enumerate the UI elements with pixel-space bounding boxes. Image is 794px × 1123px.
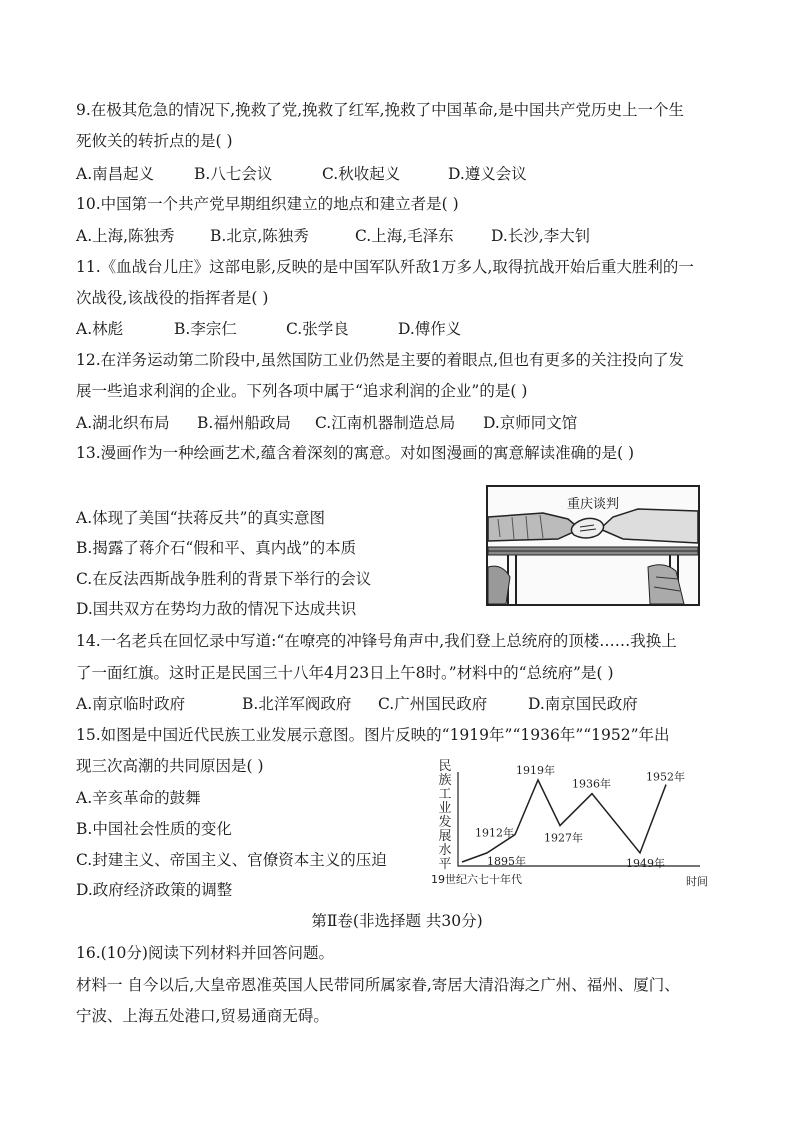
q16-stem: 16.(10分)阅读下列材料并回答问题。 <box>76 944 334 962</box>
q10-option-a: A.上海,陈独秀 <box>76 227 175 245</box>
q12-stem-line1: 12.在洋务运动第二阶段中,虽然国防工业仍然是主要的着眼点,但也有更多的关注投向了发 <box>76 351 685 369</box>
q14-stem-line2: 了一面红旗。这时正是民国三十八年4月23日上午8时。”材料中的“总统府”是( ) <box>76 664 614 682</box>
q16-material1-line2: 宁波、上海五处港口,贸易通商无碍。 <box>76 1007 329 1025</box>
q14-stem-line1: 14.一名老兵在回忆录中写道:“在嘹亮的冲锋号角声中,我们登上总统府的顶楼……我换上 <box>76 632 677 650</box>
q10-option-c: C.上海,毛泽东 <box>355 227 454 245</box>
q15-stem-line2: 现三次高潮的共同原因是( ) <box>76 757 264 775</box>
q12-option-d: D.京师同文馆 <box>483 414 578 432</box>
q11-option-c: C.张学良 <box>286 320 349 338</box>
q13-option-b: B.揭露了蒋介石“假和平、真内战”的本质 <box>76 539 357 557</box>
q11-option-b: B.李宗仁 <box>174 320 237 338</box>
q15-option-d: D.政府经济政策的调整 <box>76 881 233 899</box>
q15-stem-line1: 15.如图是中国近代民族工业发展示意图。图片反映的“1919年”“1936年”“1952”年出 <box>76 726 670 744</box>
q15-option-a: A.辛亥革命的鼓舞 <box>76 789 201 807</box>
chart-point-label: 1952年 <box>646 770 685 784</box>
q11-stem-line2: 次战役,该战役的指挥者是( ) <box>76 289 269 307</box>
q12-option-a: A.湖北织布局 <box>76 414 170 432</box>
q12-stem-line2: 展一些追求利润的企业。下列各项中属于“追求利润的企业”的是( ) <box>76 382 528 400</box>
q10-stem: 10.中国第一个共产党早期组织建立的地点和建立者是( ) <box>76 195 459 213</box>
q16-material1-line1: 材料一 自今以后,大皇帝恩准英国人民带同所属家眷,寄居大清沿海之广州、福州、厦门、 <box>76 976 680 994</box>
chart-point-label: 1936年 <box>572 777 611 791</box>
q9-option-d: D.遵义会议 <box>448 165 527 183</box>
q12-option-c: C.江南机器制造总局 <box>315 414 456 432</box>
chart-xlabel: 时间 <box>686 875 708 888</box>
q15-option-b: B.中国社会性质的变化 <box>76 820 232 838</box>
q15-option-c: C.封建主义、帝国主义、官僚资本主义的压迫 <box>76 851 387 869</box>
chart-point-label: 1919年 <box>516 764 555 777</box>
q13-option-c: C.在反法西斯战争胜利的背景下举行的会议 <box>76 570 372 588</box>
q13-option-a: A.体现了美国“扶蒋反共”的真实意图 <box>76 509 325 527</box>
q10-option-b: B.北京,陈独秀 <box>210 227 309 245</box>
chart-ylabel: 民族工业发展水平 <box>438 759 452 872</box>
q13-stem: 13.漫画作为一种绘画艺术,蕴含着深刻的寓意。对如图漫画的寓意解读准确的是( ) <box>76 444 635 462</box>
chart-point-label: 1949年 <box>626 856 665 870</box>
q11-option-a: A.林彪 <box>76 320 124 338</box>
q9-option-c: C.秋收起义 <box>322 165 401 183</box>
q14-option-c: C.广州国民政府 <box>378 695 488 713</box>
section2-title: 第Ⅱ卷(非选择题 共30分) <box>311 912 483 930</box>
q9-stem-line2: 死攸关的转折点的是( ) <box>76 132 233 150</box>
chart-x-start-label: 19世纪六七十年代 <box>431 873 522 886</box>
q10-option-d: D.长沙,李大钊 <box>491 227 591 245</box>
q11-option-d: D.傅作义 <box>398 320 462 338</box>
q14-option-a: A.南京临时政府 <box>76 695 186 713</box>
chart-point-label: 1895年 <box>487 854 526 868</box>
chart-series-line <box>462 780 666 862</box>
q13-option-d: D.国共双方在势均力敌的情况下达成共识 <box>76 600 357 618</box>
q9-stem-line1: 9.在极其危急的情况下,挽救了党,挽救了红军,挽救了中国革命,是中国共产党历史上一个生 <box>76 101 684 119</box>
q11-stem-line1: 11.《血战台儿庄》这部电影,反映的是中国军队歼敌1万多人,取得抗战开始后重大胜利的一 <box>76 258 694 276</box>
chart-point-label: 1912年 <box>475 826 514 840</box>
q9-option-a: A.南昌起义 <box>76 165 155 183</box>
cartoon-title: 重庆谈判 <box>566 497 619 512</box>
q9-option-b: B.八七会议 <box>194 165 273 183</box>
chart-point-label: 1927年 <box>544 831 583 845</box>
q14-option-d: D.南京国民政府 <box>528 695 638 713</box>
q14-option-b: B.北洋军阀政府 <box>242 695 352 713</box>
q12-option-b: B.福州船政局 <box>197 414 291 432</box>
